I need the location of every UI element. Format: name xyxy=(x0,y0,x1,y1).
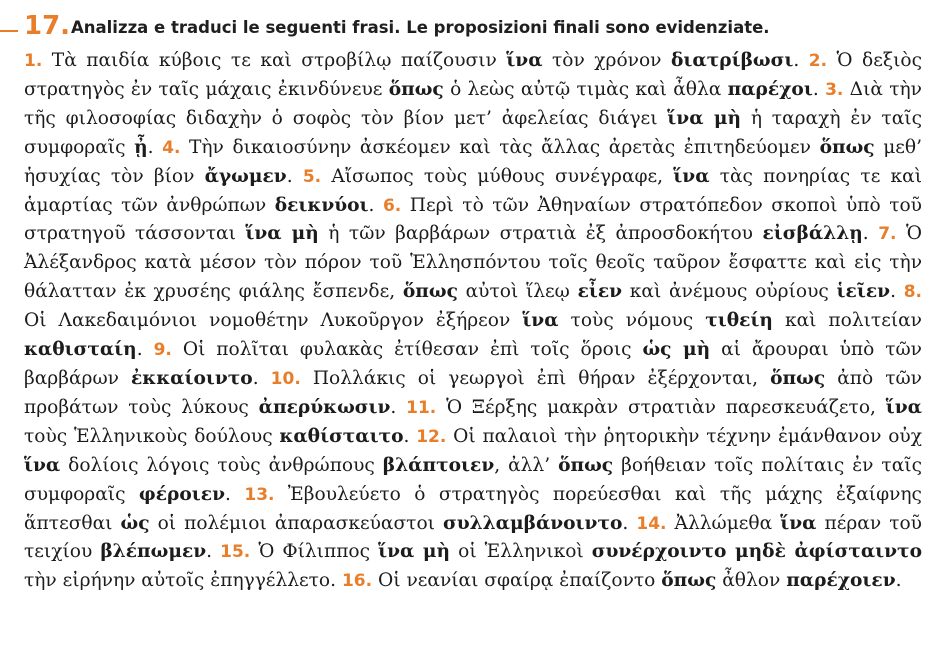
final-clause-highlight: ἱεῖεν xyxy=(836,281,891,303)
sentence-text: πέραν τοῦ τειχίου xyxy=(24,512,922,563)
sentence-text: . xyxy=(862,223,869,245)
final-clause-highlight: ἵνα μὴ xyxy=(378,541,451,563)
final-clause-highlight: βλέπωμεν xyxy=(100,541,207,563)
sentence-1 xyxy=(24,50,799,71)
final-clause-highlight: ὅπως xyxy=(661,570,717,592)
sentence-number: 4. xyxy=(162,137,181,158)
sentence-text: . xyxy=(252,367,259,389)
final-clause-highlight: συνέρχοιντο μηδὲ ἀφίσταιντο xyxy=(591,541,922,563)
final-clause-highlight: ὅπως xyxy=(770,367,826,389)
sentence-number: 6. xyxy=(382,195,402,216)
sentence-text: ὁ λεὼς αὐτῷ τιμὰς καὶ ἆθλα xyxy=(443,78,728,100)
sentence-text: . xyxy=(286,165,293,187)
final-clause-highlight: ἵνα xyxy=(506,50,543,71)
sentence-text: καὶ ἀνέμους οὐρίους xyxy=(622,281,837,303)
final-clause-highlight: παρέχοιεν xyxy=(786,570,896,592)
sentence-16 xyxy=(342,570,902,591)
sentence-text: , ἀλλ’ xyxy=(494,454,559,476)
sentence-text: τοὺς νόμους xyxy=(558,310,706,332)
final-clause-highlight: τιθείη xyxy=(705,310,773,332)
sentence-number: 15. xyxy=(220,542,251,563)
sentence-text: τοὺς Ἑλληνικοὺς δούλους xyxy=(24,425,280,447)
sentence-number: 13. xyxy=(244,484,275,505)
exercise-header xyxy=(0,10,942,50)
final-clause-highlight: ἵνα xyxy=(522,310,559,332)
sentence-number: 2. xyxy=(808,51,828,71)
sentence-text: Ἐβουλεύετο ὁ στρατηγὸς πορεύεσθαι καὶ τῆς μάχης ἐξαίφνης ἅπτεσθαι xyxy=(24,483,922,534)
final-clause-highlight: καθίσταιτο xyxy=(279,425,404,447)
header-rule xyxy=(0,30,18,32)
sentence-text: Πολλάκις οἱ γεωργοὶ ἐπὶ θήραν ἐξέρχονται, xyxy=(312,367,771,389)
sentence-number: 11. xyxy=(406,397,437,418)
final-clause-highlight: ἵνα xyxy=(885,396,922,418)
sentence-text: ἡ ταραχὴ ἐν ταῖς συμφοραῖς xyxy=(24,107,922,158)
final-clause-highlight: ᾖ xyxy=(134,136,148,158)
sentence-text: ἀπὸ τῶν προβάτων τοὺς λύκους xyxy=(24,367,922,418)
final-clause-highlight: ὡς μὴ xyxy=(642,339,711,361)
exercise-title: Analizza e traduci le seguenti frasi. Le proposizioni finali sono evidenziate. xyxy=(71,18,770,37)
sentence-text: τὰς πονηρίας τε καὶ ἁμαρτίας τῶν ἀνθρώπων xyxy=(24,165,922,216)
sentence-number: 14. xyxy=(636,513,667,534)
sentence-number: 10. xyxy=(270,368,301,389)
sentence-number: 16. xyxy=(341,571,373,592)
final-clause-highlight: ἄγωμεν xyxy=(204,165,287,187)
final-clause-highlight: ἵνα μὴ xyxy=(245,223,319,245)
sentence-text: τὴν εἰρήνην αὐτοῖς ἐπηγγέλλετο. xyxy=(24,570,337,592)
final-clause-highlight: ἀπερύκωσιν xyxy=(258,396,391,418)
sentence-text: . xyxy=(225,483,231,505)
sentence-text: Ἀλλώμεθα xyxy=(674,512,781,534)
final-clause-highlight: ὅπως xyxy=(819,136,875,158)
sentence-text: Ὁ Φίλιππος xyxy=(258,541,379,563)
sentence-text: αἱ ἄρουραι ὑπὸ τῶν βαρβάρων xyxy=(24,339,922,389)
sentence-number: 9. xyxy=(153,340,172,361)
sentence-text: ἡ τῶν βαρβάρων στρατιὰ ἐξ ἀπροσδοκήτου xyxy=(318,223,763,245)
sentence-text: Διὰ τὴν τῆς φιλοσοφίας διδαχὴν ὁ σοφὸς τὸν βίον μετ’ ἀφελείας διάγει xyxy=(24,78,922,129)
sentence-text: ἆθλον xyxy=(716,570,787,592)
final-clause-highlight: εἶεν xyxy=(577,281,623,303)
sentence-text: δολίοις λόγοις τοὺς ἀνθρώπους xyxy=(60,454,383,476)
final-clause-highlight: ἵνα μὴ xyxy=(667,107,742,129)
sentence-text: βοήθειαν τοῖς πολίταις ἐν ταῖς συμφοραῖς xyxy=(24,454,922,505)
sentence-text: . xyxy=(136,339,143,361)
final-clause-highlight: εἰσβάλλῃ xyxy=(762,223,863,245)
final-clause-highlight: ἵνα xyxy=(24,454,61,476)
sentence-text: Ὁ δεξιὸς στρατηγὸς ἐν ταῖς μάχαις ἐκινδύνευε xyxy=(24,50,922,100)
final-clause-highlight: ὡς xyxy=(120,512,150,534)
final-clause-highlight: συλλαμβάνοιντο xyxy=(443,512,623,534)
final-clause-highlight: ὅπως xyxy=(388,78,444,100)
sentence-text: οἱ Ἑλληνικοὶ xyxy=(450,541,592,563)
final-clause-highlight: φέροιεν xyxy=(138,483,226,505)
exercise-number: 17. xyxy=(24,11,71,41)
sentence-text: οἱ πολέμιοι ἀπαρασκεύαστοι xyxy=(149,512,443,534)
final-clause-highlight: παρέχοι xyxy=(727,78,813,100)
sentence-text: Ὁ Ἀλέξανδρος κατὰ μέσον τὸν πόρον τοῦ Ἑλλησπόντου τοῖς θεοῖς ταῦρον ἔσφαττε καὶ εἰς τὴν θάλατταν ἐκ χρυσέης φιάλης ἔσπενδε, xyxy=(24,223,922,303)
sentence-text: καὶ πολιτείαν xyxy=(772,310,922,332)
final-clause-highlight: ἵνα xyxy=(673,165,710,187)
sentence-text: . xyxy=(812,78,819,100)
sentence-text: μεθ’ ἡσυχίας τὸν βίον xyxy=(24,136,923,187)
sentence-text: Οἱ παλαιοὶ τὴν ῥητορικὴν τέχνην ἐμάνθανον οὐχ xyxy=(453,425,922,447)
sentence-text: . xyxy=(403,425,410,447)
sentence-text: . xyxy=(147,136,154,158)
sentence-number: 5. xyxy=(302,166,322,187)
sentence-number: 8. xyxy=(903,282,922,303)
final-clause-highlight: διατρίβωσι xyxy=(670,50,794,71)
sentence-text: . xyxy=(390,396,397,418)
sentence-text: . xyxy=(622,512,629,534)
sentence-text: Οἱ πολῖται φυλακὰς ἐτίθεσαν ἐπὶ τοῖς ὅροις xyxy=(182,339,643,361)
final-clause-highlight: καθισταίη xyxy=(24,339,137,361)
sentences-paragraph xyxy=(24,47,922,596)
final-clause-highlight: ἵνα xyxy=(780,512,817,534)
sentence-number: 12. xyxy=(416,426,447,447)
sentence-text: τὸν χρόνον xyxy=(542,50,671,71)
sentence-text: . xyxy=(368,194,375,216)
sentence-text: αὐτοὶ ἵλεῳ xyxy=(457,281,578,303)
sentence-number: 1. xyxy=(24,51,43,71)
sentence-number: 7. xyxy=(878,224,897,245)
final-clause-highlight: ὅπως xyxy=(402,281,458,303)
sentence-text: Αἴσωπος τοὺς μύθους συνέγραφε, xyxy=(331,165,674,187)
sentence-text: . xyxy=(890,281,896,303)
final-clause-highlight: ἐκκαίοιντο xyxy=(131,367,253,389)
sentence-text: Τὰ παιδία κύβοις τε καὶ στροβίλῳ παίζουσιν xyxy=(51,50,507,71)
sentence-text: Τὴν δικαιοσύνην ἀσκέομεν καὶ τὰς ἄλλας ἀρετὰς ἐπιτηδεύομεν xyxy=(189,136,820,158)
sentence-text: Οἱ Λακεδαιμόνιοι νομοθέτην Λυκοῦργον ἐξήρεον xyxy=(24,310,523,332)
sentence-text: Περὶ τὸ τῶν Ἀθηναίων στρατόπεδον σκοποὶ ὑπὸ τοῦ στρατηγοῦ τάσσονται xyxy=(24,194,922,245)
sentence-text: . xyxy=(793,50,800,71)
final-clause-highlight: βλάπτοιεν xyxy=(382,454,495,476)
sentence-text: Ὁ Ξέρξης μακρὰν στρατιὰν παρεσκευάζετο, xyxy=(446,396,886,418)
sentence-number: 3. xyxy=(825,79,844,100)
final-clause-highlight: ὅπως xyxy=(558,454,614,476)
sentence-text: . xyxy=(206,541,213,563)
sentence-text: Οἱ νεανίαι σφαίρᾳ ἐπαίζοντο xyxy=(378,570,662,592)
final-clause-highlight: δεικνύοι xyxy=(274,194,369,216)
sentence-text: . xyxy=(895,570,902,592)
